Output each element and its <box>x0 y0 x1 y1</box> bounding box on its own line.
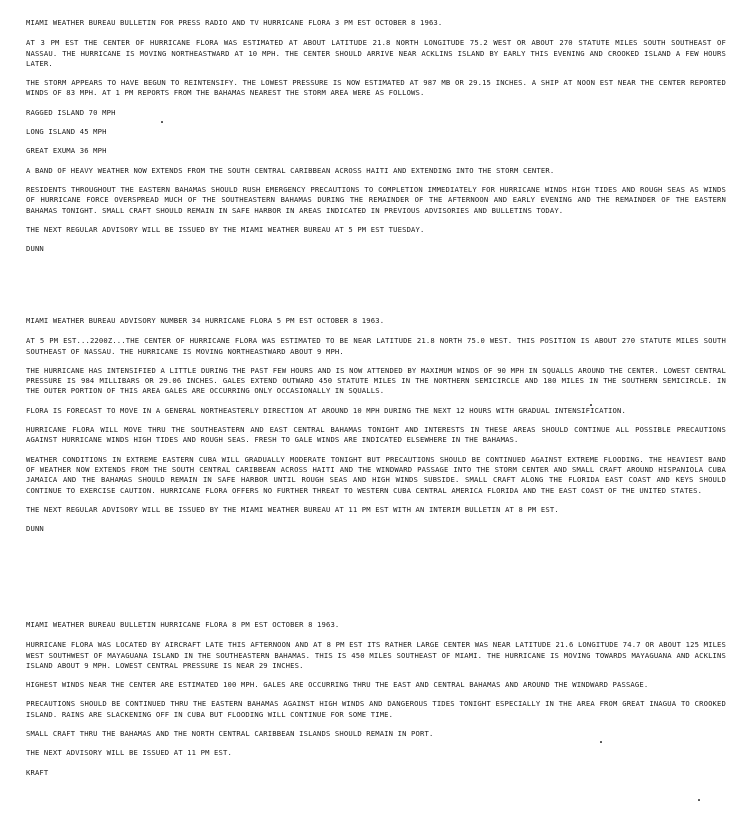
wind-report: GREAT EXUMA 36 MPH <box>26 146 107 156</box>
bulletin-paragraph: THE HURRICANE HAS INTENSIFIED A LITTLE DURING THE PAST FEW HOURS AND IS NOW ATTENDED BY MAXIMUM WINDS OF 90 MPH IN SQUALLS AROUND THE CENTER. LOWEST CENTRAL PRESSURE IS 984 MILLIBARS OR 29.06 INCHES. GALES EXTEND OUTWARD 450 STATUTE MILES IN THE NORTHERN SEMICIRCLE AND 180 MILES IN THE SOUTHERN SEMICIRCLE. IN THE OUTER PORTION OF THIS AREA GALES ARE OCCURRING ONLY OCCASIONALLY IN SQUALLS. <box>26 365 726 396</box>
bulletin-paragraph: RESIDENTS THROUGHOUT THE EASTERN BAHAMAS SHOULD RUSH EMERGENCY PRECAUTIONS TO COMPLETION IMMEDIATELY FOR HURRICANE WINDS HIGH TIDES AND ROUGH SEAS AS WINDS OF HURRICANE FORCE OVERSPREAD MUCH OF THE SOUTHEASTERN BAHAMAS DURING THE REMAINDER OF THE AFTERNOON AND EARLY EVENING AND THE REMAINDER OF THE EASTERN BAHAMAS TONIGHT. SMALL CRAFT SHOULD REMAIN IN SAFE HARBOR IN AREAS INDICATED IN PREVIOUS ADVISORIES AND BULLETINS TODAY. <box>26 184 726 215</box>
bulletin-paragraph: AT 5 PM EST...2200Z...THE CENTER OF HURRICANE FLORA WAS ESTIMATED TO BE NEAR LATITUDE 21.8 NORTH 75.0 WEST. THIS POSITION IS ABOUT 270 STATUTE MILES SOUTH SOUTHEAST OF NASSAU. THE HURRICANE IS MOVING NORTHEASTWARD ABOUT 9 MPH. <box>26 336 726 356</box>
wind-report: LONG ISLAND 45 MPH <box>26 127 107 137</box>
bulletin-8pm <box>26 620 726 778</box>
scan-speck <box>590 404 592 406</box>
bulletin-header: MIAMI WEATHER BUREAU BULLETIN HURRICANE FLORA 8 PM EST OCTOBER 8 1963. <box>26 620 340 629</box>
bulletin-paragraph: WEATHER CONDITIONS IN EXTREME EASTERN CUBA WILL GRADUALLY MODERATE TONIGHT BUT PRECAUTIONS SHOULD BE CONTINUED AGAINST EXTREME FLOODING. THE HEAVIEST BAND OF WEATHER NOW EXTENDS FROM THE SOUTH CENTRAL CARIBBEAN ACROSS HAITI AND THE WINDWARD PASSAGE INTO THE STORM CENTER AND SMALL CRAFT AROUND HISPANIOLA CUBA JAMAICA AND THE BAHAMAS SHOULD REMAIN IN SAFE HARBOR UNTIL ROUGH SEAS AND HIGH WINDS SUBSIDE. SMALL CRAFT ALONG THE FLORIDA EAST COAST AND KEYS SHOULD CONTINUE TO EXERCISE CAUTION. HURRICANE FLORA OFFERS NO FURTHER THREAT TO WESTERN CUBA CENTRAL AMERICA FLORIDA AND THE EAST COAST OF THE UNITED STATES. <box>26 454 726 495</box>
wind-report: RAGGED ISLAND 70 MPH <box>26 107 116 117</box>
bulletin-paragraph: THE STORM APPEARS TO HAVE BEGUN TO REINTENSIFY. THE LOWEST PRESSURE IS NOW ESTIMATED AT 987 MB OR 29.15 INCHES. A SHIP AT NOON EST NEAR THE CENTER REPORTED WINDS OF 83 MPH. AT 1 PM REPORTS FROM THE BAHAMAS NEAREST THE STORM AREA WERE AS FOLLOWS. <box>26 78 726 98</box>
bulletin-3pm <box>26 18 726 254</box>
bulletin-paragraph: PRECAUTIONS SHOULD BE CONTINUED THRU THE EASTERN BAHAMAS AGAINST HIGH WINDS AND DANGEROUS TIDES TONIGHT ESPECIALLY IN THE AREA FROM GREAT INAGUA TO CROOKED ISLAND. RAINS ARE SLACKENING OFF IN CUBA BUT FLOODING WILL CONTINUE FOR SOME TIME. <box>26 699 726 719</box>
bulletin-paragraph: THE NEXT REGULAR ADVISORY WILL BE ISSUED BY THE MIAMI WEATHER BUREAU AT 5 PM EST TUESDAY. <box>26 224 425 234</box>
bulletin-paragraph: THE NEXT REGULAR ADVISORY WILL BE ISSUED BY THE MIAMI WEATHER BUREAU AT 11 PM EST WITH AN INTERIM BULLETIN AT 8 PM EST. <box>26 504 559 514</box>
scan-speck <box>600 741 602 743</box>
signature: KRAFT <box>26 767 49 777</box>
bulletin-paragraph: THE NEXT ADVISORY WILL BE ISSUED AT 11 PM EST. <box>26 748 232 758</box>
bulletin-5pm <box>26 316 726 534</box>
bulletin-paragraph: AT 3 PM EST THE CENTER OF HURRICANE FLORA WAS ESTIMATED AT ABOUT LATITUDE 21.8 NORTH LONGITUDE 75.2 WEST OR ABOUT 270 STATUTE MILES SOUTH SOUTHEAST OF NASSAU. THE HURRICANE IS MOVING NORTHEASTWARD AT 10 MPH. THE CENTER SHOULD ARRIVE NEAR ACKLINS ISLAND BY EARLY THIS EVENING AND CROOKED ISLAND A FEW HOURS LATER. <box>26 38 726 68</box>
signature: DUNN <box>26 524 44 534</box>
bulletin-paragraph: FLORA IS FORECAST TO MOVE IN A GENERAL NORTHEASTERLY DIRECTION AT AROUND 10 MPH DURING THE NEXT 12 HOURS WITH GRADUAL INTENSIFICATION. <box>26 405 626 415</box>
bulletin-header: MIAMI WEATHER BUREAU ADVISORY NUMBER 34 HURRICANE FLORA 5 PM EST OCTOBER 8 1963. <box>26 316 385 325</box>
bulletin-paragraph: SMALL CRAFT THRU THE BAHAMAS AND THE NORTH CENTRAL CARIBBEAN ISLANDS SHOULD REMAIN IN PORT. <box>26 729 434 739</box>
bulletin-header: MIAMI WEATHER BUREAU BULLETIN FOR PRESS RADIO AND TV HURRICANE FLORA 3 PM EST OCTOBER 8 1963. <box>26 18 443 27</box>
bulletin-paragraph: HURRICANE FLORA WAS LOCATED BY AIRCRAFT LATE THIS AFTERNOON AND AT 8 PM EST ITS RATHER LARGE CENTER WAS NEAR LATITUDE 21.6 LONGITUDE 74.7 OR ABOUT 125 MILES WEST SOUTHWEST OF MAYAGUANA ISLAND IN THE SOUTHEASTERN BAHAMAS. THIS IS 450 MILES SOUTHEAST OF MIAMI. THE HURRICANE IS MOVING TOWARDS MAYAGUANA AND ACKLINS ISLAND ABOUT 9 MPH. LOWEST CENTRAL PRESSURE IS NEAR 29 INCHES. <box>26 640 726 670</box>
scan-speck <box>698 799 700 801</box>
signature: DUNN <box>26 244 44 254</box>
bulletin-paragraph: HURRICANE FLORA WILL MOVE THRU THE SOUTHEASTERN AND EAST CENTRAL BAHAMAS TONIGHT AND INTERESTS IN THESE AREAS SHOULD CONTINUE ALL POSSIBLE PRECAUTIONS AGAINST HURRICANE WINDS HIGH TIDES AND ROUGH SEAS. FRESH TO GALE WINDS ARE INDICATED ELSEWHERE IN THE BAHAMAS. <box>26 425 726 445</box>
scan-speck <box>161 121 163 123</box>
bulletin-paragraph: HIGHEST WINDS NEAR THE CENTER ARE ESTIMATED 100 MPH. GALES ARE OCCURRING THRU THE EAST AND CENTRAL BAHAMAS AND AROUND THE WINDWARD PASSAGE. <box>26 680 649 690</box>
bulletin-paragraph: A BAND OF HEAVY WEATHER NOW EXTENDS FROM THE SOUTH CENTRAL CARIBBEAN ACROSS HAITI AND EXTENDING INTO THE STORM CENTER. <box>26 165 555 175</box>
